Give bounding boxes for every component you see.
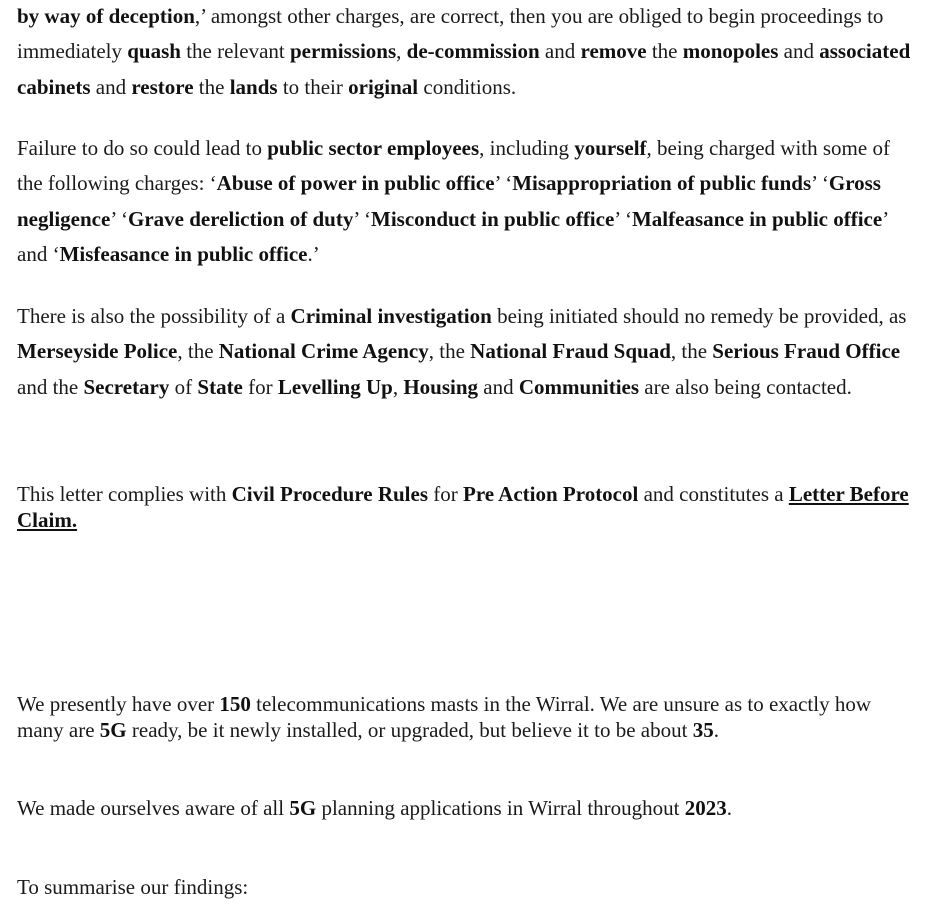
letter-before-claim-link[interactable]: Letter Before Claim. <box>17 482 909 532</box>
body-text: ’ and ‘ <box>17 206 888 266</box>
bold-text: Malfeasance in public office <box>631 206 883 231</box>
bold-text: yourself <box>574 136 647 160</box>
body-text: for <box>242 374 278 399</box>
body-text: ready, be it newly installed, or upgraded, but believe it to be about <box>126 718 693 742</box>
body-text: planning applications in Wirral throughout <box>316 796 685 820</box>
bold-text: original <box>348 74 419 99</box>
bold-text: Civil Procedure Rules <box>231 482 428 506</box>
body-text: and <box>90 74 132 99</box>
body-text: , being charged with some of the following charges: ‘ <box>17 136 890 196</box>
body-text: the <box>193 74 230 99</box>
bold-text: Criminal investigation <box>290 304 492 328</box>
bold-text: 150 <box>219 692 251 716</box>
body-text: ’ ‘ <box>110 206 128 231</box>
bold-text: Misconduct in public office <box>371 206 615 231</box>
bold-text: by way of deception <box>17 4 195 28</box>
criminal-paragraph <box>17 299 917 405</box>
body-text: , the <box>428 339 471 364</box>
summary-paragraph <box>17 874 917 900</box>
bold-text: 2023 <box>684 796 727 820</box>
body-text: and <box>539 39 581 64</box>
bold-text: 5G <box>289 796 317 820</box>
body-text: are also being contacted. <box>639 374 852 399</box>
bold-text: monopoles <box>682 39 779 64</box>
body-text: , including <box>479 136 575 160</box>
body-text: and <box>478 374 519 399</box>
bold-text: Levelling Up <box>277 374 393 399</box>
bold-text: Serious Fraud Office <box>712 339 901 364</box>
bold-text: 35 <box>692 718 714 742</box>
body-text: ’ ‘ <box>811 171 829 196</box>
body-text: ,’ amongst other charges, are correct, then you are obliged to begin proceedings to immediately <box>17 4 884 64</box>
bold-text: lands <box>229 74 278 99</box>
body-text: for <box>428 482 463 506</box>
body-text: Failure to do so could lead to <box>17 136 268 160</box>
body-text: . <box>713 718 719 742</box>
bold-text: Misfeasance in public office <box>59 241 308 266</box>
bold-text: National Crime Agency <box>218 339 429 364</box>
bold-text: Secretary <box>83 374 170 399</box>
bold-text: Misappropriation of public funds <box>512 171 812 196</box>
body-text: being initiated should no remedy be provided, as <box>491 304 907 328</box>
bold-text: Gross negligence <box>17 171 881 231</box>
bold-text: quash <box>127 39 181 64</box>
body-text: ’ ‘ <box>353 206 372 231</box>
bold-text: Pre Action Protocol <box>463 482 639 506</box>
body-text: To summarise our findings: <box>17 875 249 899</box>
body-text: to their <box>277 74 349 99</box>
body-text: the <box>646 39 683 64</box>
bold-text: Abuse of power in public office <box>216 171 495 196</box>
body-text: .’ <box>307 241 320 266</box>
bold-text: 5G <box>99 718 127 742</box>
masts-paragraph <box>17 691 917 743</box>
bold-text: Grave dereliction of duty <box>128 206 354 231</box>
body-text: We made ourselves aware of all <box>17 796 290 820</box>
bold-text: restore <box>131 74 194 99</box>
bold-text: public sector employees <box>267 136 480 160</box>
body-text: . <box>726 796 732 820</box>
body-text: , the <box>177 339 219 364</box>
body-text: This letter complies with <box>17 482 232 506</box>
planning-paragraph <box>17 795 917 821</box>
bold-text: State <box>197 374 243 399</box>
bold-text: de-commission <box>406 39 540 64</box>
bold-text: Communities <box>518 374 640 399</box>
body-text: and <box>778 39 820 64</box>
letter-paragraph <box>17 481 922 533</box>
body-text: telecommunications masts in the Wirral. We are unsure as to exactly how many are <box>17 692 872 742</box>
body-text: of <box>169 374 198 399</box>
bold-text: associated cabinets <box>17 39 911 99</box>
bold-text: remove <box>580 39 647 64</box>
bold-text: National Fraud Squad <box>470 339 671 364</box>
body-text: and the <box>17 374 84 399</box>
body-text: , <box>392 374 404 399</box>
body-text: There is also the possibility of a <box>17 304 291 328</box>
failure-paragraph <box>17 131 917 272</box>
body-text: ’ ‘ <box>614 206 632 231</box>
body-text: conditions. <box>418 74 517 99</box>
body-text: and constitutes a <box>638 482 789 506</box>
bold-text: Housing <box>403 374 479 399</box>
body-text: the relevant <box>180 39 290 64</box>
body-text: We presently have over <box>17 692 220 716</box>
body-text: , <box>396 39 407 64</box>
bold-text: Merseyside Police <box>17 339 178 364</box>
deception-paragraph <box>17 0 917 105</box>
bold-text: permissions <box>289 39 397 64</box>
body-text: ’ ‘ <box>494 171 513 196</box>
body-text: , the <box>670 339 713 364</box>
